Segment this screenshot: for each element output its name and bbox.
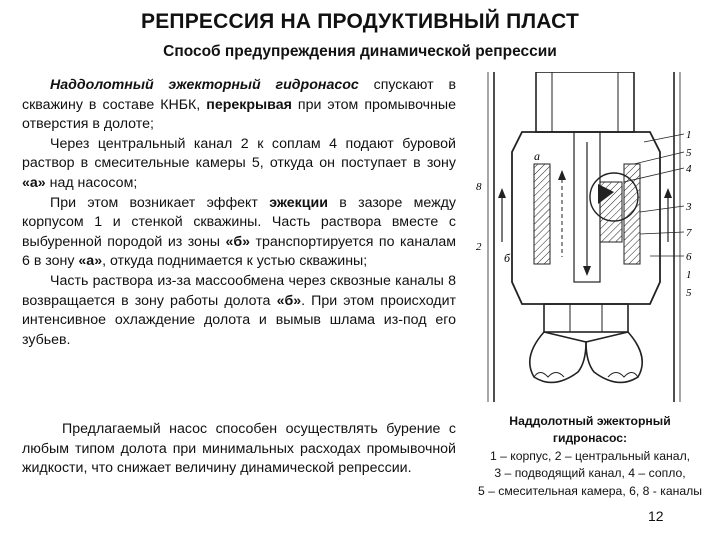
text-span: Часть раствора из-за массообмена через сквозные каналы 8 возвращается в зону работы долота bbox=[22, 272, 456, 309]
label-zone-a: а bbox=[534, 149, 540, 163]
figure-caption bbox=[470, 413, 710, 500]
pump-term: Наддолотный эжекторный гидронасос bbox=[50, 77, 359, 93]
label-6: 6 bbox=[686, 251, 692, 263]
bold-span: эжекции bbox=[269, 194, 328, 211]
paragraph-4 bbox=[22, 272, 456, 350]
label-5: 5 bbox=[686, 147, 692, 159]
label-2: 2 bbox=[476, 241, 482, 253]
pump-diagram-svg bbox=[474, 72, 706, 402]
text-span: над насосом; bbox=[45, 174, 138, 191]
main-text bbox=[22, 76, 456, 350]
text-span: при этом промывочные отверстия в долоте; bbox=[22, 96, 457, 133]
conclusion-text bbox=[22, 420, 456, 479]
slide-subtitle: Способ предупреждения динамической репрессии bbox=[163, 43, 557, 60]
bold-span: «а» bbox=[22, 174, 46, 191]
caption-title-line-1: Наддолотный эжекторный bbox=[509, 414, 671, 428]
text-span: транспортируется по каналам 6 в зону bbox=[22, 233, 457, 270]
bold-span: «б» bbox=[276, 292, 302, 309]
bold-span: перекрывая bbox=[206, 96, 292, 113]
label-3: 3 bbox=[686, 201, 692, 213]
paragraph-2 bbox=[22, 135, 456, 194]
slide-title: РЕПРЕССИЯ НА ПРОДУКТИВНЫЙ ПЛАСТ bbox=[140, 10, 580, 33]
paragraph-1 bbox=[22, 76, 456, 135]
text-span: спускают в скважину в составе КНБК, bbox=[22, 77, 456, 113]
label-4: 4 bbox=[686, 163, 692, 175]
text-span: . При этом происходит интенсивное охлаждение долота и вымыв шлама из-под его зубьев. bbox=[22, 292, 456, 348]
label-5-lower: 5 bbox=[686, 287, 692, 299]
label-1: 1 bbox=[686, 129, 692, 141]
caption-line-2: 3 – подводящий канал, 4 – сопло, bbox=[494, 466, 686, 481]
label-zone-b: б bbox=[504, 251, 511, 265]
caption-line-3: 5 – смесительная камера, 6, 8 - каналы bbox=[477, 483, 703, 498]
label-8: 8 bbox=[476, 181, 482, 193]
text-span: в зазоре между корпусом 1 и стенкой скважины. Часть раствора вместе с выбуренной породой из зоны bbox=[22, 194, 457, 250]
caption-title-line-2: гидронасос: bbox=[552, 431, 628, 446]
paragraph-5: Предлагаемый насос способен осуществлять бурение с любым типом долота при минимальных расходах промывочной жидкости, что снижает величину динамической репрессии. bbox=[22, 421, 456, 477]
bold-span: «а» bbox=[78, 253, 103, 270]
text-span: При этом возникает эффект bbox=[50, 194, 270, 211]
text-span: , откуда поднимается к устью скважины; bbox=[102, 253, 368, 270]
pump-diagram bbox=[474, 72, 706, 402]
text-span: Через центральный канал 2 к соплам 4 подают буровой раствор в смесительные камеры 5, откуда он поступает в зону bbox=[22, 135, 456, 172]
bold-span: «б» bbox=[225, 233, 250, 250]
page-number: 12 bbox=[648, 508, 664, 524]
label-7: 7 bbox=[686, 227, 692, 239]
paragraph-3 bbox=[22, 194, 456, 272]
label-1-lower: 1 bbox=[686, 269, 692, 281]
caption-line-1: 1 – корпус, 2 – центральный канал, bbox=[489, 448, 691, 463]
